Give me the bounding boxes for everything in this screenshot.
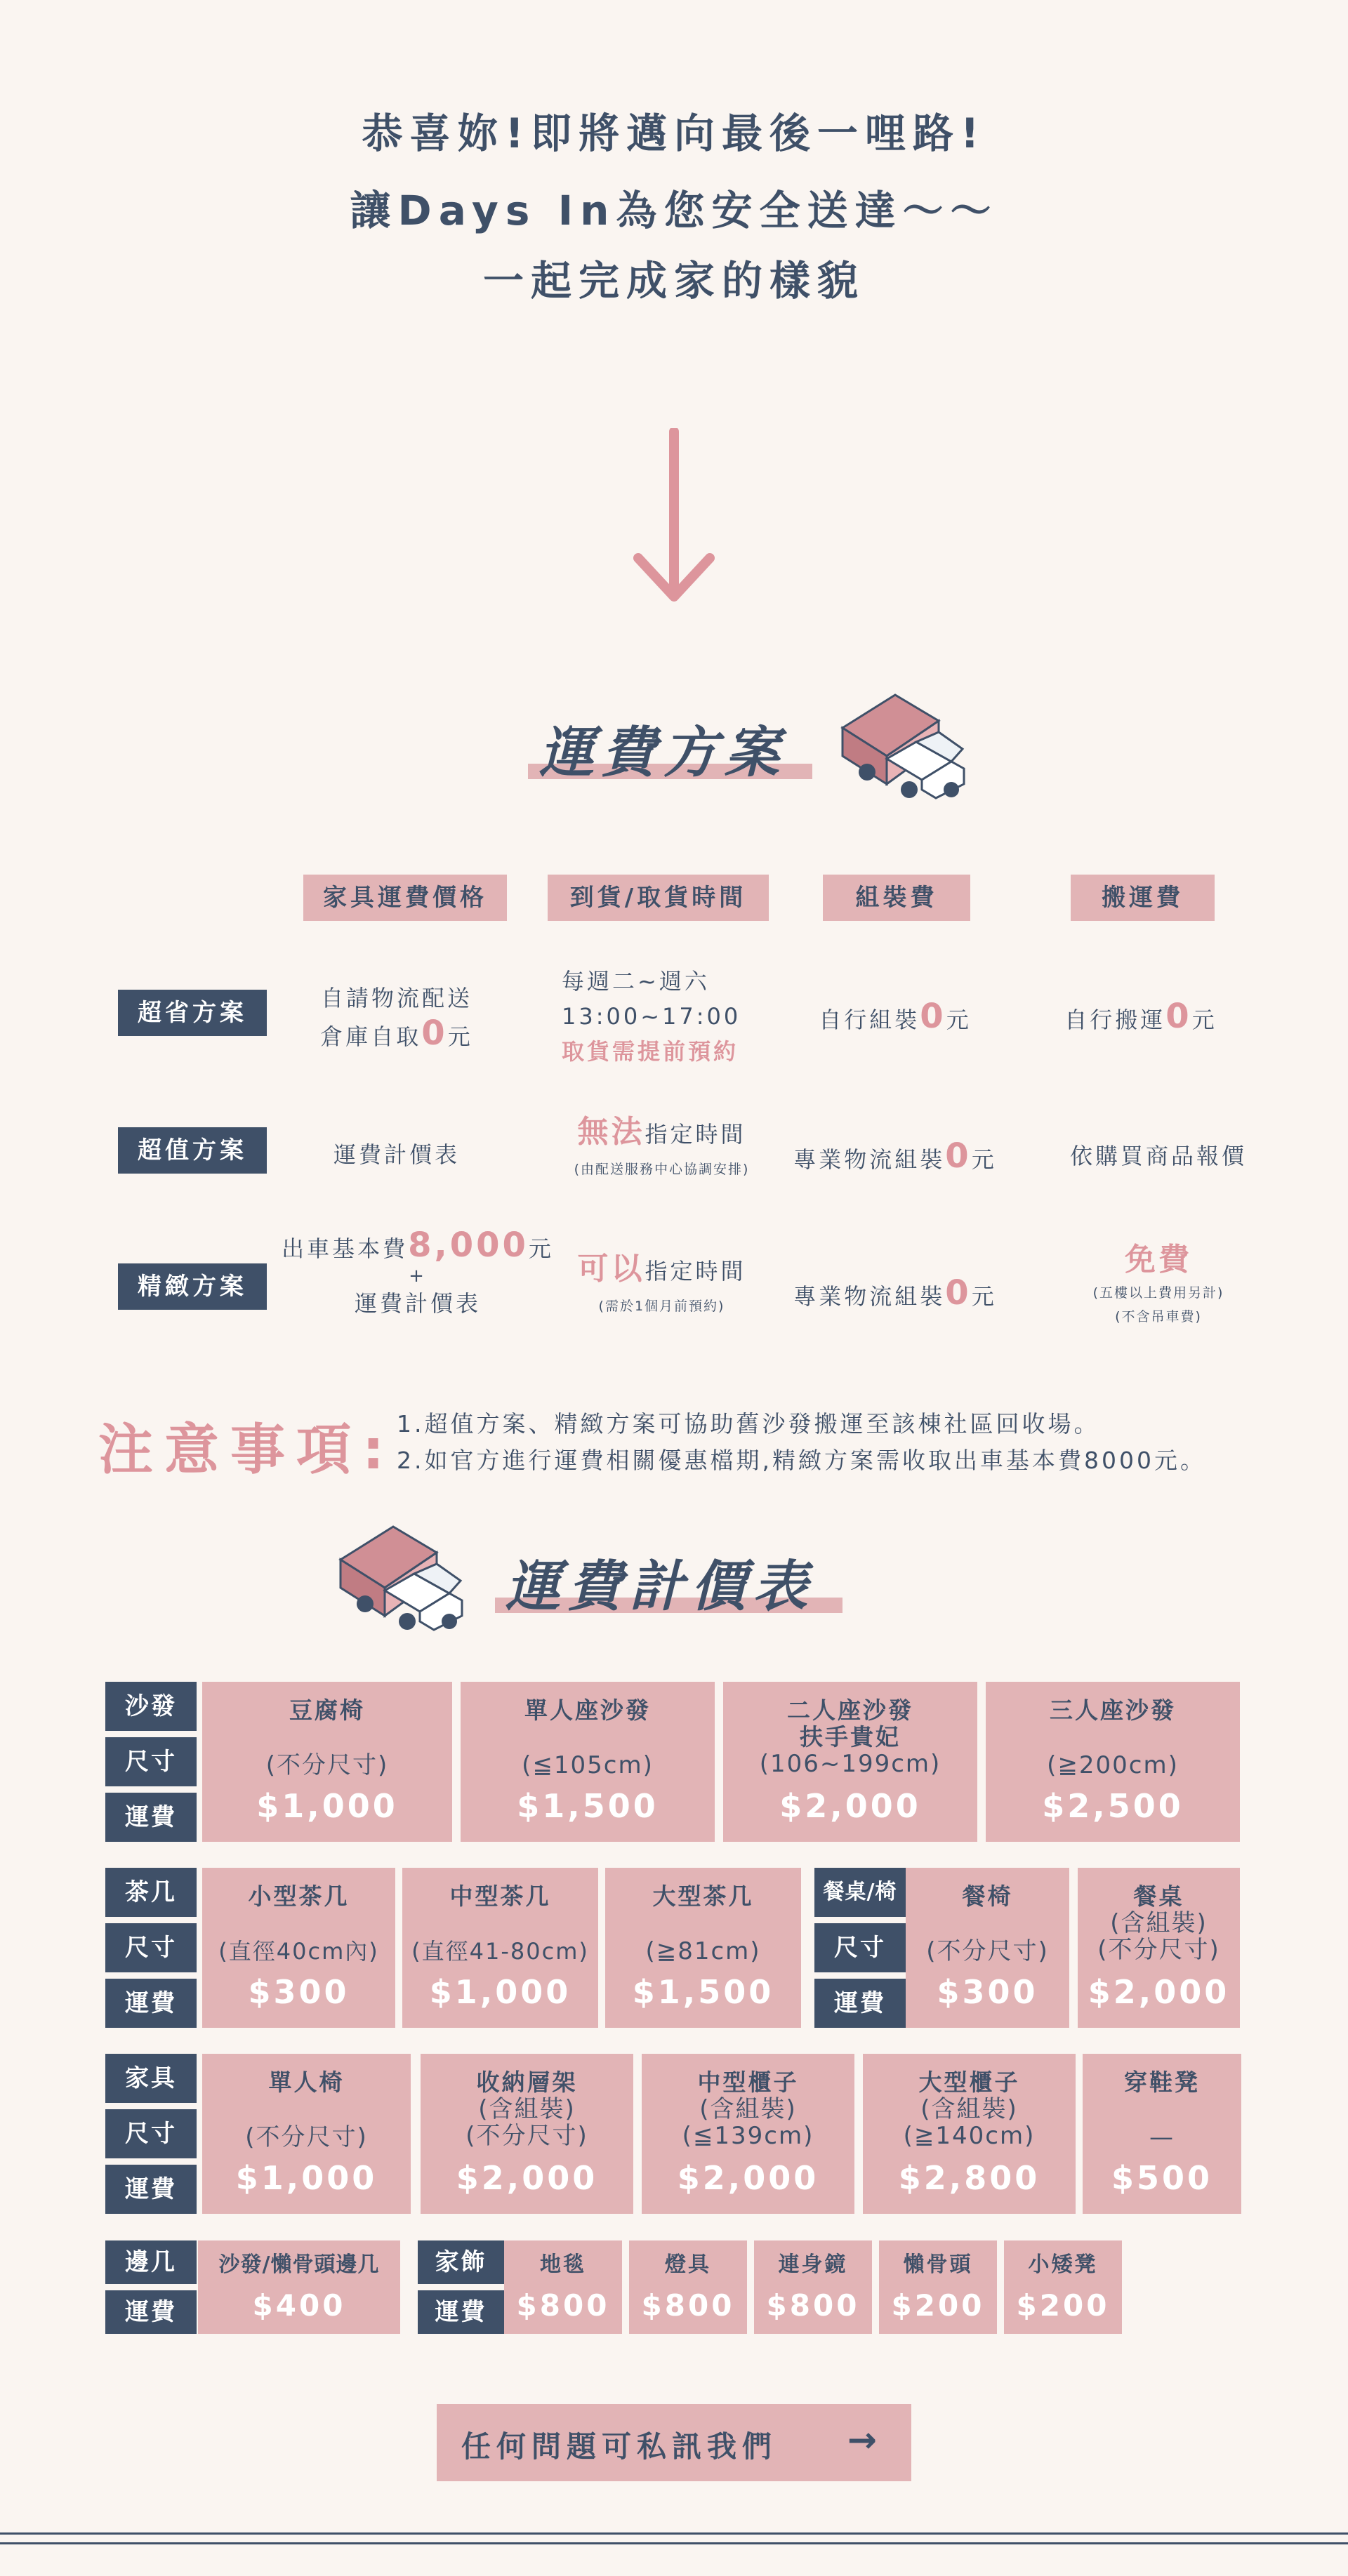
price-card-single-sofa: 單人座沙發 (≦105cm) $1,500 [461,1682,715,1842]
label-fee: 運費 [105,1979,197,2028]
price-card-storage-shelf: 收納層架 (含組裝) (不分尺寸) $2,000 [421,2054,633,2214]
header-price: 家具運費價格 [303,875,507,921]
plan-value-time: 無法指定時間 (由配送服務中心協調安排) [574,1114,750,1177]
label-fee: 運費 [105,1793,197,1842]
divider [0,2542,1348,2544]
truck-icon [337,1523,467,1639]
price-card-two-seat-sofa: 二人座沙發 扶手貴妃 (106~199cm) $2,000 [723,1682,977,1842]
label-fee: 運費 [814,1979,906,2028]
category-coffee-table: 茶几 [105,1868,197,1917]
contact-button[interactable] [437,2404,911,2481]
price-card-side-table: 沙發/懶骨頭邊几 $400 [198,2240,400,2334]
intro-line-1: 恭喜妳!即將邁向最後一哩路! [362,109,986,157]
price-card-beanbag: 懶骨頭 $200 [879,2240,997,2334]
plan-label-premium: 精緻方案 [118,1263,267,1310]
plan-label-value: 超值方案 [118,1127,267,1174]
plan-label-economy: 超省方案 [118,990,267,1036]
category-side-table: 邊几 [105,2240,197,2284]
note-item: 2.如官方進行運費相關優惠檔期,精緻方案需收取出車基本費8000元。 [397,1447,1206,1474]
price-card-three-seat-sofa: 三人座沙發 (≧200cm) $2,500 [986,1682,1240,1842]
intro-line-2: 讓Days In為您安全送達～～ [350,187,998,234]
plan-premium-assembly: 專業物流組裝0元 [793,1273,997,1313]
label-fee: 運費 [105,2165,197,2214]
price-card-stool: 小矮凳 $200 [1004,2240,1122,2334]
category-sofa: 沙發 [105,1682,197,1731]
plan-premium-price: 出車基本費8,000元 + 運費計價表 [282,1226,554,1317]
divider [0,2532,1348,2535]
shipping-title: 運費方案 [539,722,787,785]
price-card-medium-cabinet: 中型櫃子 (含組裝) (≦139cm) $2,000 [642,2054,854,2214]
price-card-small-coffee-table: 小型茶几 (直徑40cm內) $300 [202,1868,395,2028]
plan-economy-price: 自請物流配送 倉庫自取0元 [320,985,473,1053]
price-card-mirror: 連身鏡 $800 [754,2240,872,2334]
category-furniture: 家具 [105,2054,197,2103]
notes-label: 注意事項: [98,1419,396,1482]
price-card-armchair: 單人椅 (不分尺寸) $1,000 [202,2054,411,2214]
price-card-shoe-bench: 穿鞋凳 — $500 [1083,2054,1241,2214]
label-size: 尺寸 [814,1923,906,1972]
label-fee: 運費 [418,2290,504,2334]
arrow-down-icon [628,428,720,604]
notes-list [397,1406,1337,1479]
label-size: 尺寸 [105,2109,197,2158]
price-card-dining-table: 餐桌 (含組裝) (不分尺寸) $2,000 [1078,1868,1240,2028]
label-size: 尺寸 [105,1737,197,1786]
price-card-medium-coffee-table: 中型茶几 (直徑41-80cm) $1,000 [402,1868,598,2028]
plan-premium-moving: 免費 (五樓以上費用另計) (不含吊車費) [1092,1242,1224,1324]
plan-value-moving: 依購買商品報價 [1069,1143,1247,1169]
price-card-large-cabinet: 大型櫃子 (含組裝) (≧140cm) $2,800 [863,2054,1076,2214]
pricing-title: 運費計價表 [505,1555,815,1619]
plan-premium-time: 可以指定時間 (需於1個月前預約) [577,1251,746,1314]
contact-button-label: 任何問題可私訊我們 [461,2429,778,2464]
header-moving: 搬運費 [1071,875,1215,921]
price-card-dining-chair: 餐椅 (不分尺寸) $300 [906,1868,1069,2028]
category-decor: 家飾 [418,2240,504,2284]
truck-icon [839,691,969,807]
note-item: 1.超值方案、精緻方案可協助舊沙發搬運至該棟社區回收場。 [397,1410,1100,1438]
header-time: 到貨/取貨時間 [548,875,769,921]
plan-economy-time: 每週二~週六 13:00~17:00 取貨需提前預約 [562,968,741,1065]
label-size: 尺寸 [105,1923,197,1972]
header-assembly: 組裝費 [823,875,970,921]
intro-line-3: 一起完成家的樣貌 [482,257,865,305]
plan-value-price: 運費計價表 [333,1141,460,1168]
price-card-lamp: 燈具 $800 [629,2240,747,2334]
category-dining: 餐桌/椅 [814,1868,906,1917]
arrow-right-icon: → [847,2419,883,2460]
price-card-rug: 地毯 $800 [504,2240,622,2334]
price-card-tofu-chair: 豆腐椅 (不分尺寸) $1,000 [202,1682,452,1842]
price-card-large-coffee-table: 大型茶几 (≧81cm) $1,500 [605,1868,801,2028]
plan-economy-assembly: 自行組裝0元 [819,997,972,1036]
plan-value-assembly: 專業物流組裝0元 [793,1136,997,1176]
plan-economy-moving: 自行搬運0元 [1064,997,1217,1036]
label-fee: 運費 [105,2290,197,2334]
